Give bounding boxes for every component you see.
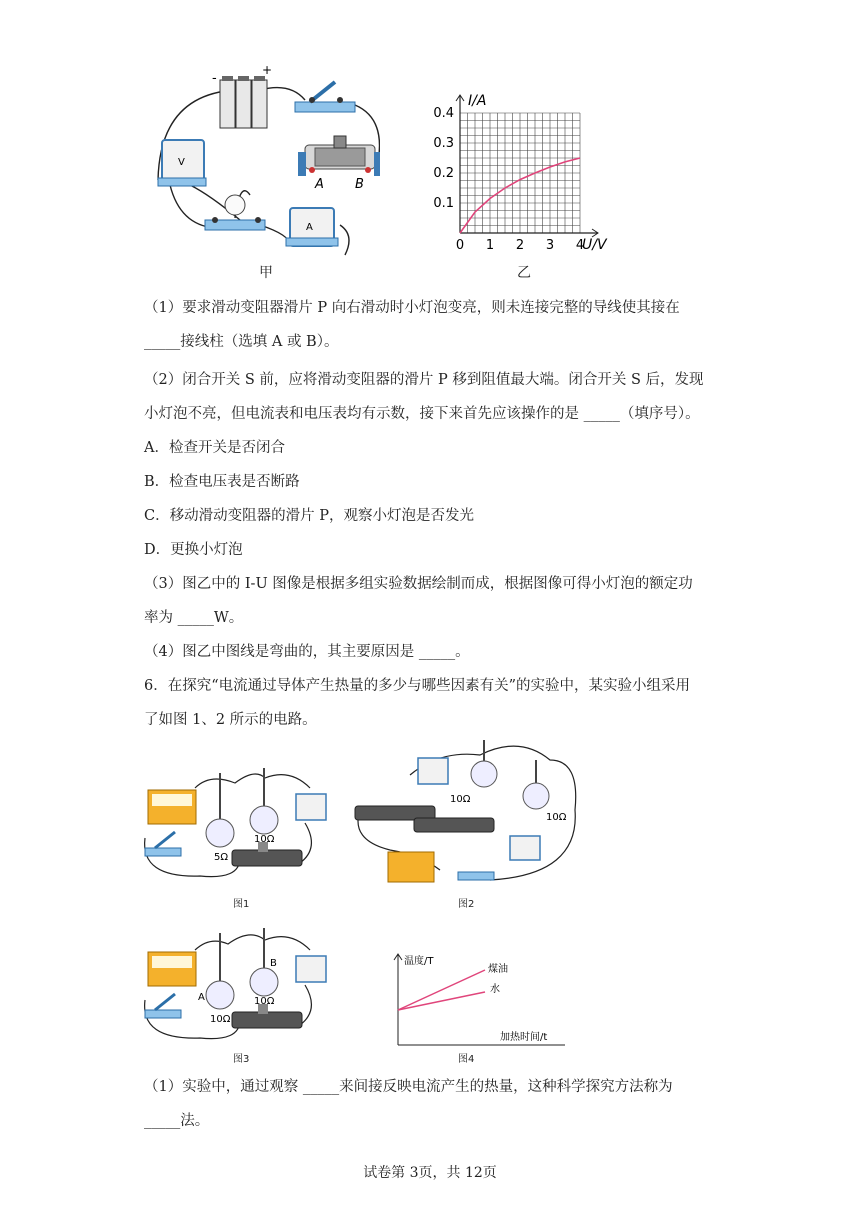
ammeter-icon <box>418 758 448 784</box>
q5-part2-line2: 小灯泡不亮，但电流表和电压表均有示数，接下来首先应该操作的是 _____（填序号）。 <box>144 406 700 422</box>
q5-option-a: A．检查开关是否闭合 <box>144 440 285 456</box>
y-axis-label: I/A <box>468 93 487 109</box>
x-tick-label: 1 <box>485 238 495 253</box>
power-supply-icon <box>388 852 434 882</box>
fig1-caption: 图1 <box>233 899 250 910</box>
q6-part1-line1: （1）实验中，通过观察 _____来间接反映电流产生的热量，这种科学探究方法称为 <box>144 1079 673 1095</box>
rheostat-label-b: B <box>355 177 364 192</box>
fig-jia-caption: 甲 <box>259 265 273 281</box>
flask-icon <box>523 760 549 809</box>
rheostat-icon <box>298 136 380 176</box>
fig4-caption: 图4 <box>458 1054 475 1065</box>
fig4-kerosene-label: 煤油 <box>488 964 508 975</box>
q6-part1-line2: _____法。 <box>144 1113 210 1129</box>
circuit-figure-3 <box>140 928 340 1048</box>
resistor-10-label: 10Ω <box>210 1014 231 1025</box>
x-tick-label: 3 <box>545 238 555 253</box>
battery-icon <box>220 76 267 128</box>
q5-part4: （4）图乙中图线是弯曲的，其主要原因是 _____。 <box>144 644 470 660</box>
battery-minus-label: - <box>212 71 217 86</box>
rheostat-icon <box>414 818 494 832</box>
resistor-10-label: 10Ω <box>546 812 567 823</box>
battery-plus-label: + <box>262 63 273 77</box>
switch-icon <box>458 872 494 880</box>
iu-chart <box>425 78 625 258</box>
resistor-5-label: 5Ω <box>214 852 229 863</box>
flask-a-label: A <box>198 992 205 1003</box>
fig4-y-label: 温度/T <box>404 956 434 967</box>
circuit-figure-2 <box>350 740 590 890</box>
q5-part1-line1: （1）要求滑动变阻器滑片 P 向右滑动时小灯泡变亮，则未连接完整的导线使其接在 <box>144 300 680 316</box>
circuit-diagram-jia <box>140 60 380 260</box>
switch-icon <box>295 82 355 112</box>
q5-part3-line2: 率为 _____W。 <box>144 610 244 626</box>
y-tick-label: 0.2 <box>433 166 454 181</box>
y-tick-label: 0.4 <box>433 106 454 121</box>
q6-stem-line2: 了如图 1、2 所示的电路。 <box>144 712 317 728</box>
temperature-time-graph <box>390 950 570 1050</box>
ammeter-icon <box>296 956 326 982</box>
q5-part2-line1: （2）闭合开关 S 前，应将滑动变阻器的滑片 P 移到阻值最大端。闭合开关 S 后，发现 <box>144 372 704 388</box>
x-tick-label: 0 <box>455 238 465 253</box>
circuit-figure-1 <box>140 768 340 888</box>
resistor-10-label: 10Ω <box>450 794 471 805</box>
q5-part1-line2: _____接线柱（选填 A 或 B）。 <box>144 334 339 350</box>
flask-b-label: B <box>270 958 277 969</box>
rheostat-icon <box>232 1012 302 1028</box>
ammeter-icon <box>510 836 540 860</box>
x-tick-label: 4 <box>575 238 585 253</box>
page-footer: 试卷第 3页，共 12页 <box>363 1165 497 1181</box>
voltmeter-label: V <box>178 157 185 168</box>
resistor-10-label: 10Ω <box>254 834 275 845</box>
q5-option-d: D．更换小灯泡 <box>144 542 243 558</box>
rheostat-label-a: A <box>315 177 324 192</box>
fig3-caption: 图3 <box>233 1054 250 1065</box>
ammeter-icon <box>296 794 326 820</box>
fig-yi-caption: 乙 <box>517 265 531 281</box>
x-axis-label: U/V <box>582 237 607 253</box>
ammeter-label: A <box>306 222 313 233</box>
x-tick-label: 2 <box>515 238 525 253</box>
y-tick-label: 0.1 <box>433 196 454 211</box>
fig2-caption: 图2 <box>458 899 475 910</box>
y-tick-label: 0.3 <box>433 136 454 151</box>
switch-icon <box>145 1010 181 1018</box>
kerosene-line <box>398 970 485 1010</box>
q5-option-c: C．移动滑动变阻器的滑片 P，观察小灯泡是否发光 <box>144 508 474 524</box>
flask-icon <box>206 773 234 847</box>
q5-part3-line1: （3）图乙中的 I-U 图像是根据多组实验数据绘制而成，根据图像可得小灯泡的额定功 <box>144 576 693 592</box>
flask-icon <box>250 768 278 834</box>
q6-stem-line1: 6．在探究“电流通过导体产生热量的多少与哪些因素有关”的实验中，某实验小组采用 <box>144 678 691 694</box>
switch-icon <box>145 848 181 856</box>
water-line <box>398 992 485 1010</box>
flask-icon <box>471 740 497 787</box>
q5-option-b: B．检查电压表是否断路 <box>144 474 300 490</box>
fig4-x-label: 加热时间/t <box>500 1032 548 1043</box>
flask-icon <box>206 933 234 1009</box>
rheostat-icon <box>232 850 302 866</box>
resistor-10-label: 10Ω <box>254 996 275 1007</box>
fig4-water-label: 水 <box>490 984 500 995</box>
